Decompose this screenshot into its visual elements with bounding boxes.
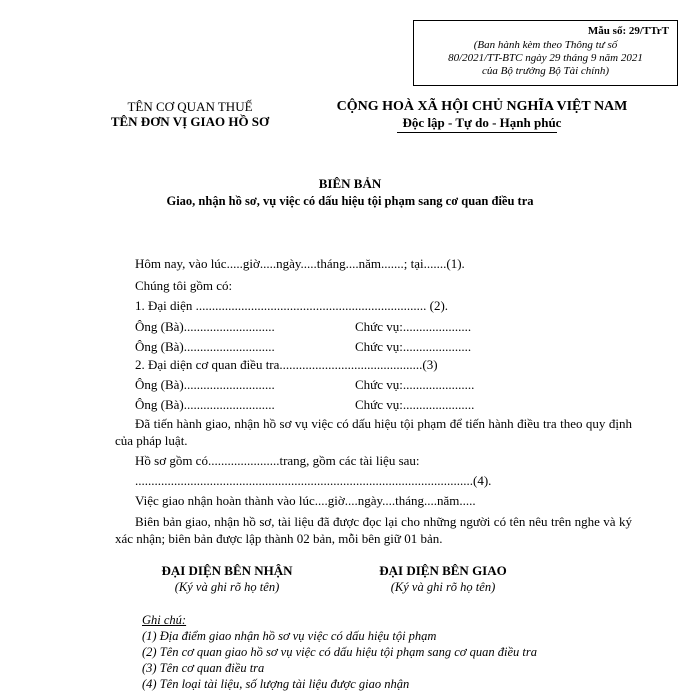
- notes-heading: Ghi chú:: [142, 613, 187, 627]
- agency-parent: TÊN CƠ QUAN THUẾ: [127, 99, 253, 114]
- members-line: Chúng tôi gồm có:: [135, 278, 233, 293]
- receiver-instruction: (Ký và ghi rõ họ tên): [174, 580, 280, 594]
- agency-unit: TÊN ĐƠN VỊ GIAO HỒ SƠ: [110, 114, 270, 129]
- completion-line: Việc giao nhận hoàn thành vào lúc....giờ....ngày....tháng....năm.....: [135, 493, 476, 508]
- intro-line: Hôm nay, vào lúc.....giờ.....ngày.....tháng....năm.......; tại.......(1).: [135, 256, 465, 271]
- receiver-title: ĐẠI DIỆN BÊN NHẬN: [161, 563, 293, 578]
- position-field: Chức vụ:.....................: [355, 339, 472, 354]
- documents-line: Hồ sơ gồm có......................trang, gồm các tài liệu sau:: [135, 453, 420, 468]
- form-note-line: 80/2021/TT-BTC ngày 29 tháng 9 năm 2021: [448, 52, 643, 64]
- sender-instruction: (Ký và ghi rõ họ tên): [390, 580, 496, 594]
- form-issuance-note: [414, 39, 677, 78]
- document-title: BIÊN BẢN: [318, 176, 382, 191]
- note-item: (2) Tên cơ quan giao hồ sơ vụ việc có dấu hiệu tội phạm sang cơ quan điều tra: [142, 645, 537, 659]
- sender-title: ĐẠI DIỆN BÊN GIAO: [379, 563, 507, 578]
- form-code: Mẫu số: 29/TTrT: [587, 25, 669, 37]
- documents-list-line: ........................................................................................................(4).: [135, 473, 492, 488]
- form-note-line: (Ban hành kèm theo Thông tư số: [473, 39, 618, 51]
- position-field: Chức vụ:.....................: [355, 319, 472, 334]
- person-field: Ông (Bà)............................: [135, 377, 275, 392]
- position-field: Chức vụ:......................: [355, 377, 475, 392]
- document-subtitle: Giao, nhận hồ sơ, vụ việc có dấu hiệu tội phạm sang cơ quan điều tra: [166, 194, 534, 208]
- position-field: Chức vụ:......................: [355, 397, 475, 412]
- agency-header: [90, 99, 290, 129]
- closing-paragraph: Biên bản giao, nhận hồ sơ, tài liệu đã được đọc lại cho những người có tên nêu trên nghe và ký xác nhận; biên bản được lập thành 02 bản, mỗi bên giữ 01 bản.: [115, 514, 632, 546]
- form-note-line: của Bộ trưởng Bộ Tài chính): [481, 65, 610, 77]
- representative-1-line: 1. Đại diện ....................................................................... (2).: [135, 298, 449, 313]
- national-motto: Độc lập - Tự do - Hạnh phúc: [402, 115, 562, 130]
- sender-signature-block: [343, 563, 543, 595]
- receiver-signature-block: [127, 563, 327, 595]
- motto-underline: [397, 132, 557, 133]
- national-header: [330, 99, 634, 130]
- handover-paragraph: Đã tiến hành giao, nhận hồ sơ vụ việc có dấu hiệu tội phạm để tiến hành điều tra theo quy định của pháp luật.: [115, 416, 632, 448]
- form-number-box: [413, 20, 678, 86]
- note-item: (1) Địa điểm giao nhận hồ sơ vụ việc có dấu hiệu tội phạm: [142, 629, 437, 643]
- note-item: (3) Tên cơ quan điều tra: [142, 661, 265, 675]
- person-field: Ông (Bà)............................: [135, 319, 275, 334]
- person-field: Ông (Bà)............................: [135, 397, 275, 412]
- representative-2-line: 2. Đại diện cơ quan điều tra............................................(3): [135, 357, 438, 372]
- notes-section: [142, 612, 537, 692]
- person-field: Ông (Bà)............................: [135, 339, 275, 354]
- country-name: CỘNG HOÀ XÃ HỘI CHỦ NGHĨA VIỆT NAM: [336, 99, 628, 114]
- note-item: (4) Tên loại tài liệu, số lượng tài liệu được giao nhận: [142, 677, 410, 691]
